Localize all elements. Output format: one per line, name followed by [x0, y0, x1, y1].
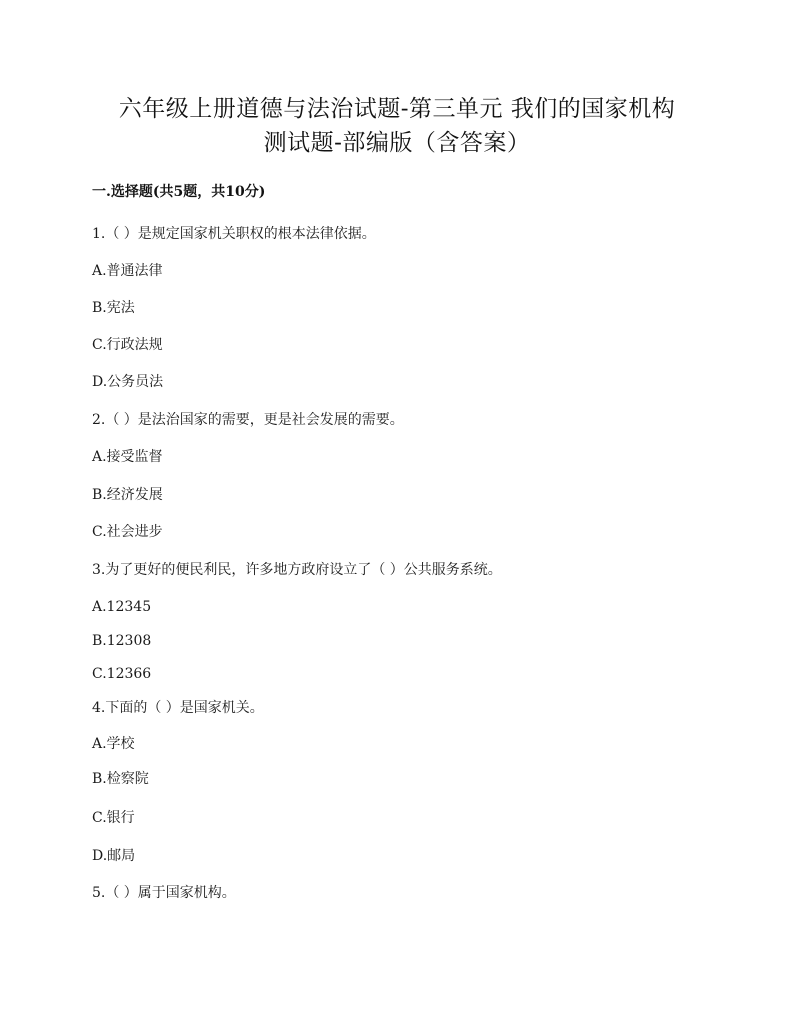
question-1-option-d: D.公务员法: [92, 374, 164, 390]
question-3-option-a: A.12345: [92, 599, 152, 615]
question-1-option-b: B.宪法: [92, 300, 135, 316]
section-heading: 一.选择题(共5题，共10分): [92, 184, 266, 200]
question-1-option-c: C.行政法规: [92, 337, 163, 353]
question-3-option-c: C.12366: [92, 666, 152, 682]
question-4-option-c: C.银行: [92, 810, 135, 826]
question-5-stem: 5.（ ）属于国家机构。: [92, 885, 236, 901]
document-title-line-1: 六年级上册道德与法治试题-第三单元 我们的国家机构: [118, 96, 676, 122]
question-3-stem: 3.为了更好的便民利民，许多地方政府设立了（ ）公共服务系统。: [92, 562, 502, 578]
question-4-option-a: A.学校: [92, 736, 135, 752]
question-3-option-b: B.12308: [92, 633, 152, 649]
document-title-line-2: 测试题-部编版（含答案）: [263, 130, 531, 156]
question-4-option-b: B.检察院: [92, 771, 149, 787]
question-2-option-b: B.经济发展: [92, 487, 163, 503]
question-2-stem: 2.（ ）是法治国家的需要，更是社会发展的需要。: [92, 412, 404, 428]
question-2-option-c: C.社会进步: [92, 524, 163, 540]
question-4-option-d: D.邮局: [92, 848, 136, 864]
question-1-stem: 1.（ ）是规定国家机关职权的根本法律依据。: [92, 226, 376, 242]
question-4-stem: 4.下面的（ ）是国家机关。: [92, 700, 264, 716]
question-2-option-a: A.接受监督: [92, 449, 163, 465]
question-1-option-a: A.普通法律: [92, 263, 163, 279]
